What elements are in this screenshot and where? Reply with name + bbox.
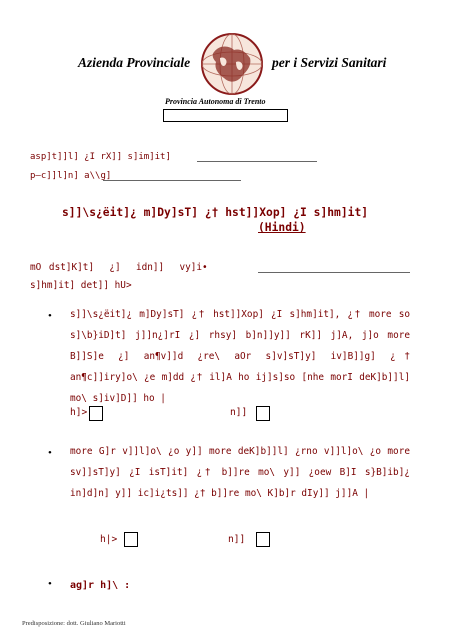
field-input-1[interactable] bbox=[197, 161, 317, 162]
bullet-icon: • bbox=[48, 447, 52, 459]
field-label-2: p—c]]l]n] a\\g] bbox=[30, 171, 112, 181]
item-3-text: ag]r h]\ : bbox=[70, 580, 131, 591]
org-name-left: Azienda Provinciale bbox=[78, 55, 191, 70]
consent-title: s]]\s¿ëit]¿ m]Dy]sT] ¿† hst]]Xop] ¿I s]hm]it] bbox=[62, 206, 369, 219]
item-1-text bbox=[70, 304, 410, 404]
intro-name-input[interactable] bbox=[258, 272, 410, 273]
item-1-yes-label: h]> bbox=[70, 407, 88, 418]
field-input-2[interactable] bbox=[103, 180, 241, 181]
item-2-yes-checkbox[interactable] bbox=[124, 532, 138, 547]
item-1-no-checkbox[interactable] bbox=[256, 406, 270, 421]
item-2-text bbox=[70, 441, 410, 527]
header-blank-box bbox=[163, 109, 288, 122]
footer-credit: Predisposizione: dott. Giuliano Mariotti bbox=[22, 620, 126, 627]
item-2-yes-label: h|> bbox=[100, 534, 118, 545]
intro-text-2: s]hm]it] det]] hU> bbox=[30, 280, 132, 291]
field-label-1: asp]t]]l] ¿I rX]] s]im]it] bbox=[30, 152, 171, 162]
org-name-right: per i Servizi Sanitari bbox=[272, 55, 387, 70]
item-1-yes-checkbox[interactable] bbox=[89, 406, 103, 421]
item-1-no-label: n]] bbox=[230, 407, 248, 418]
bullet-icon: • bbox=[48, 310, 52, 322]
item-1-paragraph: s]]\s¿ëit]¿ m]Dy]sT] ¿† hst]]Xop] ¿I s]hm]it], ¿† more so s]\b}iD]t] j]]n¿]rI ¿] rhsy] b]n]]y]] rK]] j]A, j]o more B]]S]e ¿] an¶v]]d ¿re\ aOr s]v]sT]y] iv]B]]g] ¿† an¶c]]iry]o\ ¿e m]dd ¿† il]A ho ij]s]so [nhe morI deK]b]]l] mo\ s]iv]D]] ho | bbox=[70, 309, 410, 404]
globe-map-icon bbox=[200, 32, 264, 96]
item-2-no-checkbox[interactable] bbox=[256, 532, 270, 547]
intro-text-1: mO dst]K]t] ¿] idn]] vy]i• bbox=[30, 262, 208, 273]
item-2-paragraph: more G]r v]]l]o\ ¿o y]] more deK]b]]l] ¿rno v]]l]o\ ¿o more sv]]sT]y] ¿I isT]it] ¿† b]]re mo\ y]] ¿oew B]I s}B]ib]¿ in]d]n] y]] ic]i¿ts]] ¿† b]]re mo\ K]b]r dIy]] j]]A | bbox=[70, 446, 410, 499]
bullet-icon: • bbox=[48, 578, 52, 590]
consent-title-language: (Hindi) bbox=[258, 221, 306, 234]
item-2-no-label: n]] bbox=[228, 534, 246, 545]
org-subtitle: Provincia Autonoma di Trento bbox=[165, 97, 266, 106]
